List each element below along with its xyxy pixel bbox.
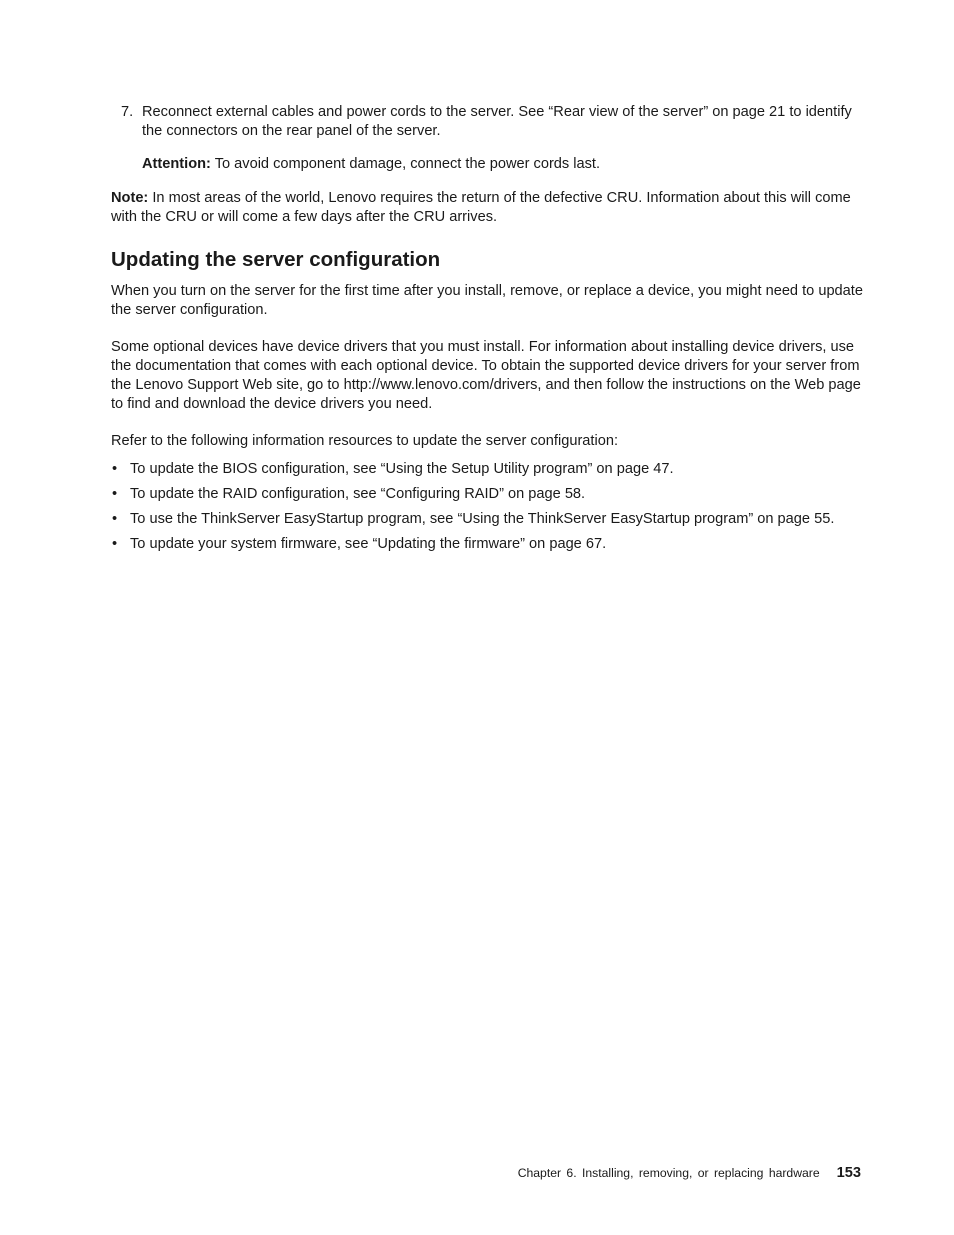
list-item-text: To update the RAID configuration, see “Configuring RAID” on page 58.: [130, 486, 586, 502]
list-item-text: To use the ThinkServer EasyStartup program, see “Using the ThinkServer EasyStartup program” on page 55.: [130, 511, 835, 527]
bullet-icon: •: [112, 461, 118, 477]
list-item: [111, 485, 866, 504]
page-footer: [518, 1163, 861, 1183]
list-item: [111, 535, 866, 554]
paragraph: Some optional devices have device drivers that you must install. For information about installing device drivers, use the documentation that comes with each optional device. To obtain the supported device drivers for your server from the Lenovo Support Web site, go to http://www.lenovo.com/drivers, and then follow the instructions on the Web page to find and download the device drivers you need.: [111, 339, 861, 412]
resource-list: [111, 460, 866, 554]
bullet-icon: •: [112, 511, 118, 527]
paragraph: When you turn on the server for the first time after you install, remove, or replace a device, you might need to update the server configuration.: [111, 283, 863, 318]
section-heading: Updating the server configuration: [111, 248, 441, 271]
bullet-icon: •: [112, 536, 118, 552]
attention-text: To avoid component damage, connect the power cords last.: [210, 156, 601, 172]
list-item-text: To update the BIOS configuration, see “Using the Setup Utility program” on page 47.: [130, 461, 674, 477]
page-number: 153: [836, 1165, 861, 1181]
note-text: In most areas of the world, Lenovo requires the return of the defective CRU. Information about this will come with the CRU or will come a few days after the CRU arrives.: [111, 190, 851, 225]
attention-label: Attention:: [142, 156, 211, 172]
list-item-text: To update your system firmware, see “Updating the firmware” on page 67.: [130, 536, 607, 552]
note-label: Note:: [111, 190, 149, 206]
list-item: [111, 460, 866, 479]
note: [111, 189, 866, 227]
step-7-text: Reconnect external cables and power cords to the server. See “Rear view of the server” on page 21 to identify the connectors on the rear panel of the server.: [142, 104, 852, 139]
page-content: [111, 103, 866, 560]
list-item: [111, 510, 866, 529]
chapter-title: Chapter 6. Installing, removing, or replacing hardware: [517, 1166, 820, 1180]
paragraph: Refer to the following information resources to update the server configuration:: [111, 433, 619, 449]
step-7: [111, 103, 866, 141]
attention-note: [142, 155, 866, 174]
bullet-icon: •: [112, 486, 118, 502]
step-number: 7.: [121, 104, 134, 120]
